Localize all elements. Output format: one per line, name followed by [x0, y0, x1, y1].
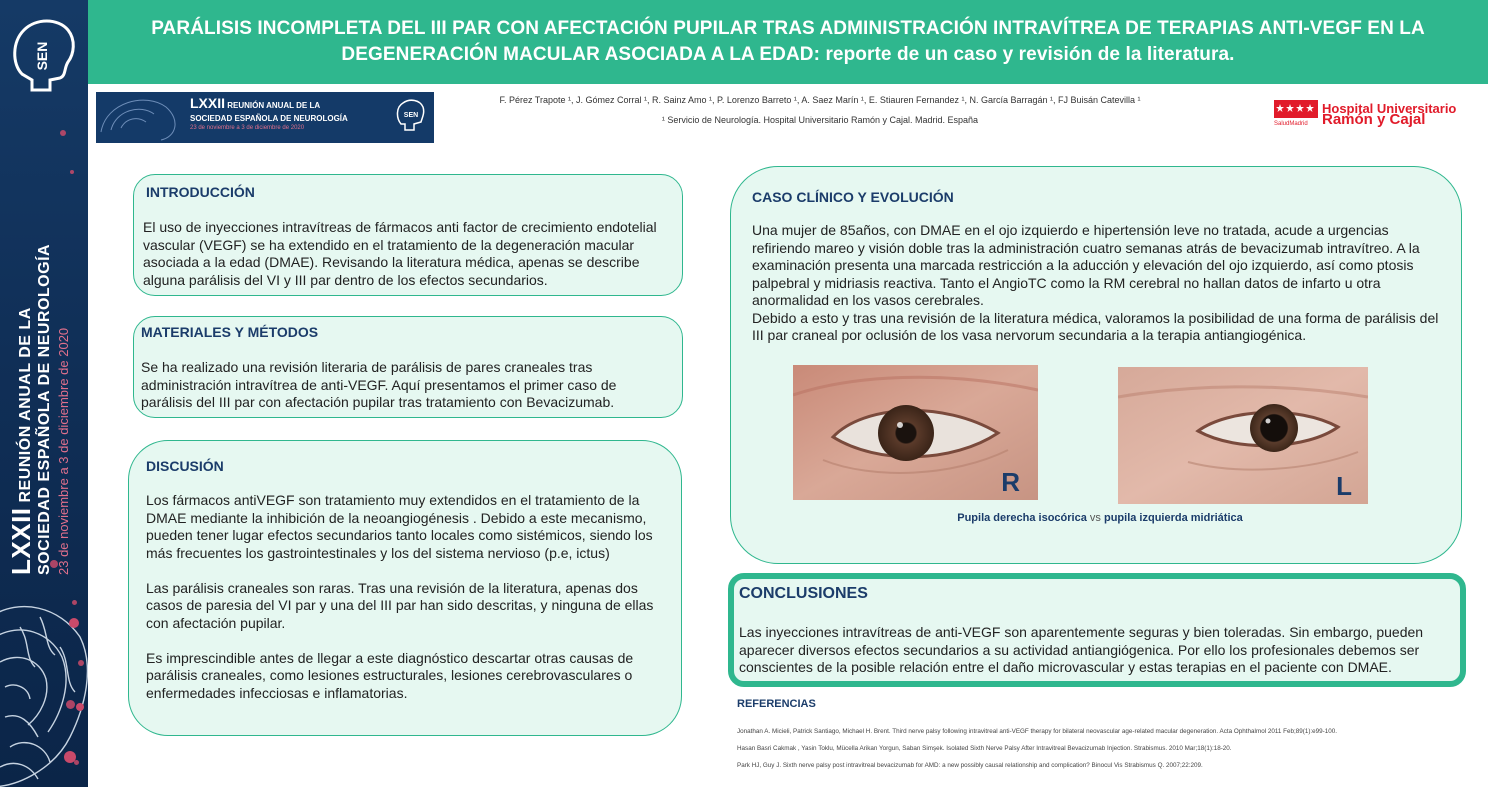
methods-text: Se ha realizado una revisión literaria de parálisis de pares craneales tras administración intravítrea de anti-VEGF. Aquí presentamos el primer caso de parálisis del III par con afectación pupilar tras tratamiento con Bevacizumab.	[141, 359, 617, 410]
methods-heading: MATERIALES Y MÉTODOS	[141, 324, 319, 340]
left-eye-image-icon	[1118, 367, 1368, 504]
case-heading: CASO CLÍNICO Y EVOLUCIÓN	[752, 189, 954, 205]
discussion-paragraph: Es imprescindible antes de llegar a este diagnóstico descartar otras causas de parálisis craneales, como lesiones estructurales, lesiones cerebrovasculares o enfermedades infecciosas e inflamatorias.	[146, 649, 634, 701]
intro-text: El uso de inyecciones intravítreas de fármacos anti factor de crecimiento endotelial vascular (VEGF) se ha extendido en el tratamiento de la degeneración macular asociada a la edad (DMAE). Revisando la literatura médica, apenas se describe alguna parálisis del VI y III par dentro de los efectos secundarios.	[143, 219, 657, 288]
sen-logo-text: SEN	[34, 41, 50, 71]
sidebar-meeting-text	[6, 175, 72, 575]
references-heading: REFERENCIAS	[737, 698, 816, 710]
conclusions-heading: CONCLUSIONES	[739, 585, 868, 602]
meeting-sen-logo-icon	[396, 98, 426, 136]
sidebar-line3: 23 de noviembre a 3 de diciembre de 2020	[56, 327, 71, 575]
reference-item: Hasan Basri Cakmak , Yasin Toklu, Mücella Arikan Yorgun, Saban Simşek. Isolated Sixth Nerve Palsy After Intravitreal Bevacizumab Injection. Strabismus. 2010 Mar;18(1):18-20.	[737, 745, 1232, 752]
left-eye-label: L	[1336, 471, 1352, 501]
meeting-brain-icon	[96, 92, 186, 143]
reference-item: Park HJ, Guy J. Sixth nerve palsy post intravitreal bevacizumab for AMD: a new possibly causal relationship and complication? Binocul Vis Strabismus Q. 2007;22:209.	[737, 762, 1203, 769]
caption-part2: pupila izquierda midriática	[1103, 512, 1243, 524]
meeting-line3: 23 de noviembre a 3 de diciembre de 2020	[190, 125, 305, 131]
meeting-line2: SOCIEDAD ESPAÑOLA DE NEUROLOGÍA	[190, 114, 348, 123]
right-eye-label: R	[1001, 467, 1020, 497]
intro-section	[133, 174, 683, 296]
hospital-name-line1: Hospital Universitario	[1322, 101, 1457, 116]
conclusions-section	[728, 573, 1466, 687]
sidebar-line2: SOCIEDAD ESPAÑOLA DE NEUROLOGÍA	[36, 243, 53, 575]
caption-vs: vs	[1089, 512, 1101, 524]
authors-line: F. Pérez Trapote ¹, J. Gómez Corral ¹, R. Sainz Amo ¹, P. Lorenzo Barreto ¹, A. Saez Marín ¹, E. Stiauren Fernandez ¹, N. García Barragán ¹, FJ Buisán Catevilla ¹	[499, 95, 1141, 105]
hospital-logo	[1272, 98, 1482, 138]
region-label: SaludMadrid	[1274, 121, 1308, 126]
meeting-logo-text: SEN	[403, 112, 419, 119]
sidebar-number: LXXII	[6, 507, 36, 575]
reference-item: Jonathan A. Micieli, Patrick Santiago, Michael H. Brent. Third nerve palsy following intravitreal anti-VEGF therapy for bilateral neovascular age-related macular degeneration. Acta Ophthalmol 2011 Feb;89(1):e99-100.	[737, 728, 1338, 735]
meeting-line1: REUNIÓN ANUAL DE LA	[227, 101, 321, 110]
hospital-name-line2: Ramón y Cajal	[1322, 111, 1426, 128]
madrid-flag-icon	[1274, 100, 1318, 126]
discussion-paragraph: Los fármacos antiVEGF son tratamiento muy extendidos en el tratamiento de la DMAE mediante la inhibición de la neoangiogénesis . Debido a este mecanismo, pueden tener lugar efectos secundarios tanto locales como sistémicos, siendo los más frecuentes los gastrointestinales y los del sistema nervioso (p.e, ictus)	[146, 492, 653, 561]
caption-part1: Pupila derecha isocórica	[957, 512, 1087, 524]
intro-heading: INTRODUCCIÓN	[146, 184, 255, 200]
photo-caption	[800, 512, 1400, 524]
methods-section	[133, 316, 683, 418]
discussion-paragraph: Las parálisis craneales son raras. Tras una revisión de la literatura, apenas dos casos de paresia del VI par y una del III par han sido descritas, y ninguna de ellas con afectación pupilar.	[146, 579, 654, 631]
meeting-number: LXXII	[190, 95, 226, 111]
sidebar	[0, 0, 88, 787]
left-eye-photo	[1118, 367, 1368, 504]
brain-illustration-icon	[0, 587, 88, 787]
sen-logo-icon	[10, 14, 78, 106]
title-banner	[88, 0, 1488, 84]
affiliation-line: ¹ Servicio de Neurología. Hospital Universitario Ramón y Cajal. Madrid. España	[661, 115, 979, 125]
case-text: Una mujer de 85años, con DMAE en el ojo izquierdo e hipertensión leve no tratada, acude a urgencias refiriendo mareo y visión doble tras la administración cuatro semanas atrás de bevacizumab intravítreo. A la examinación presenta una marcada restricción a la aducción y elevación del ojo izquierdo, así como ptosis palpebral y midriasis reactiva. Tanto el AngioTC como la RM cerebral no hallan datos de infarto u otra anormalidad en los vasos cerebrales. Debido a esto y tras una revisión de la literatura médica, valoramos la posibilidad de una forma de parálisis del III par craneal por oclusión de los vasa nervorum secundaria a la terapia antiangiogénica.	[752, 222, 1439, 343]
right-eye-photo	[793, 365, 1038, 500]
meeting-banner	[96, 92, 434, 143]
sidebar-line1: REUNIÓN ANUAL DE LA	[17, 307, 34, 503]
discussion-heading: DISCUSIÓN	[146, 458, 224, 474]
conclusions-text: Las inyecciones intravítreas de anti-VEGF son aparentemente seguras y bien toleradas. Sin embargo, pueden aparecer diversos efectos secundarios a su actividad antiangiógenica. Por ello los profesionales debemos ser conscientes de la posible relación entre el daño microvascular y estas terapias en el paciente con DMAE.	[739, 624, 1424, 675]
discussion-section	[128, 440, 682, 736]
poster-title: PARÁLISIS INCOMPLETA DEL III PAR CON AFECTACIÓN PUPILAR TRAS ADMINISTRACIÓN INTRAVÍTREA DE TERAPIAS ANTI-VEGF EN LA DEGENERACIÓN MACULAR ASOCIADA A LA EDAD: reporte de un caso y revisión de la literatura.	[151, 18, 1425, 65]
